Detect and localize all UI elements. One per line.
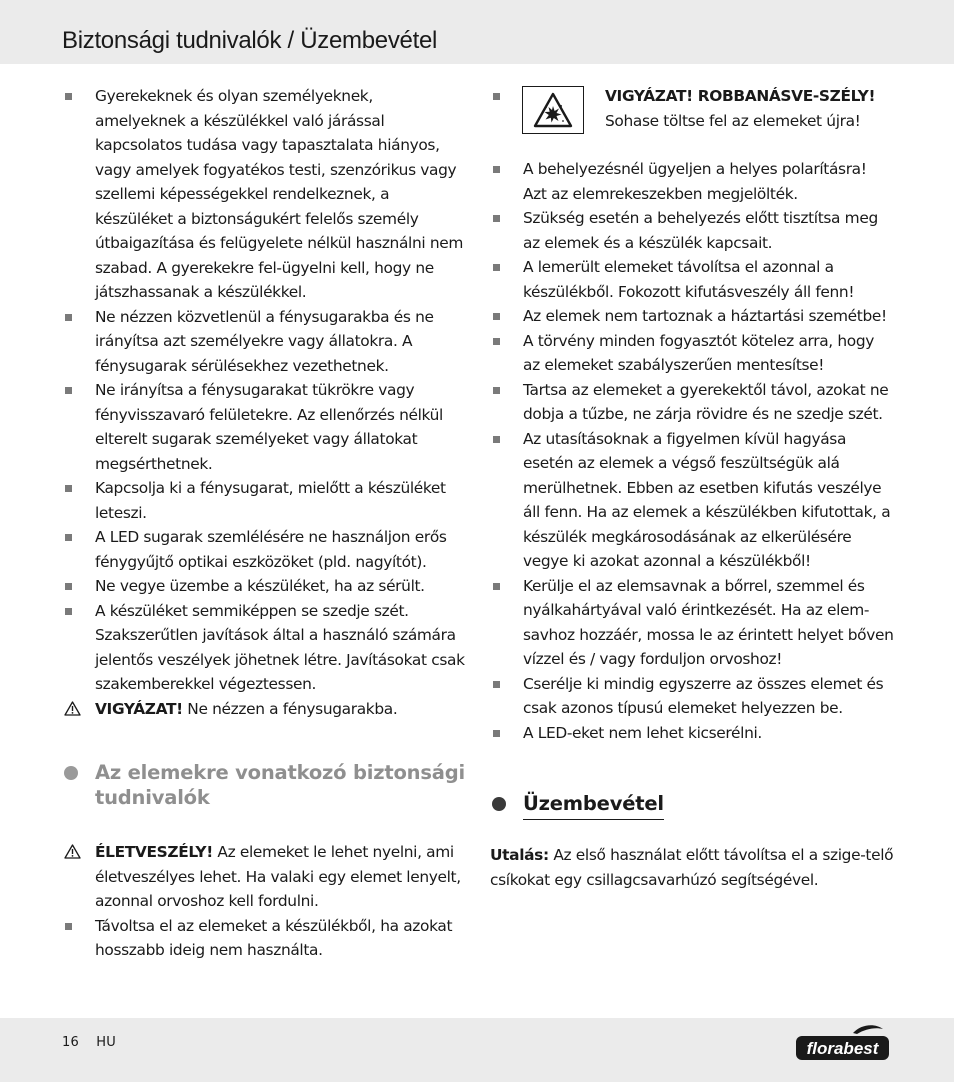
square-bullet-icon	[493, 166, 500, 173]
language-code: HU	[96, 1035, 116, 1050]
square-bullet-icon	[493, 436, 500, 443]
list-item	[62, 599, 466, 697]
list-item-text: Az elemek nem tartoznak a háztartási szemétbe!	[523, 307, 887, 325]
list-item	[62, 378, 466, 476]
square-bullet-icon	[65, 608, 72, 615]
list-item-text: Ne nézzen közvetlenül a fénysugarakba és ne irányítsa azt személyekre vagy állatokra. A fénysugarak sérülésekhez vezethetnek.	[95, 307, 434, 375]
list-item-text: Cserélje ki mindig egyszerre az összes elemet és csak azonos típusú elemeket helyezzen be.	[523, 674, 884, 717]
list-item	[490, 721, 894, 746]
square-bullet-icon	[65, 534, 72, 541]
list-item	[62, 574, 466, 599]
list-item	[490, 574, 894, 672]
warning-triangle-icon	[64, 701, 81, 716]
danger-text: Az elemeket le lehet nyelni, ami életveszélyes lehet. Ha valaki egy elemet lenyelt, azonnal orvoshoz kell fordulni.	[95, 843, 461, 910]
list-item	[62, 84, 466, 305]
list-item	[62, 914, 466, 963]
danger-label: ÉLETVESZÉLY!	[95, 843, 213, 861]
list-item	[62, 476, 466, 525]
page-number: 16	[62, 1035, 79, 1050]
square-bullet-icon	[493, 313, 500, 320]
square-bullet-icon	[493, 215, 500, 222]
startup-note	[490, 843, 894, 892]
list-item-text: A behelyezésnél ügyeljen a helyes polarításra! Azt az elemrekeszekben megjelölték.	[523, 160, 867, 203]
square-bullet-icon	[493, 338, 500, 345]
square-bullet-icon	[493, 93, 500, 100]
explosion-text: Sohase töltse fel az elemeket újra!	[605, 111, 861, 130]
note-text: Az első használat előtt távolítsa el a szige-telő csíkokat egy csillagcsavarhúzó segítségével.	[490, 846, 894, 889]
page-title: Biztonsági tudnivalók / Üzembevétel	[62, 27, 438, 54]
square-bullet-icon	[493, 681, 500, 688]
list-item	[490, 427, 894, 574]
square-bullet-icon	[65, 93, 72, 100]
explosion-label: VIGYÁZAT! ROBBANÁSVE-SZÉLY!	[605, 87, 876, 105]
list-item-text: Kapcsolja ki a fénysugarat, mielőtt a készüléket leteszi.	[95, 479, 446, 522]
right-column	[490, 84, 894, 892]
list-item	[490, 255, 894, 304]
list-item	[490, 206, 894, 255]
square-bullet-icon	[493, 730, 500, 737]
warning-triangle-icon	[64, 844, 81, 859]
list-item-text: A készüléket semmiképpen se szedje szét. Szakszerűtlen javítások által a használó számára jelentős veszélyek jöhetnek létre. Javításokat csak szakemberekkel végeztessen.	[95, 601, 465, 693]
section-dot-icon	[492, 797, 506, 811]
list-item-text: Kerülje el az elemsavnak a bőrrel, szemmel és nyálkahártyával való érintkezését. Ha az elem-savhoz hozzáér, mossa le az érintett helyet bőven vízzel és / vagy forduljon orvoshoz!	[523, 576, 894, 668]
left-column	[62, 84, 466, 963]
list-item-text: Az utasításoknak a figyelmen kívül hagyása esetén az elemek a végső feszültségük alá merülhetnek. Ebben az esetben kifutás veszélye áll fenn. Ha az elemek a készülékben kifutottak, a készülék megkárosodásának az elkerülésére vegye ki azokat azonnal a készülékből!	[523, 429, 891, 570]
square-bullet-icon	[65, 583, 72, 590]
square-bullet-icon	[65, 314, 72, 321]
list-item	[490, 378, 894, 427]
note-label: Utalás:	[490, 846, 549, 864]
square-bullet-icon	[65, 923, 72, 930]
list-item-text: Tartsa az elemeket a gyerekektől távol, azokat ne dobja a tűzbe, ne zárja rövidre és ne szedje szét.	[523, 380, 889, 423]
logo-leaf-icon	[853, 1025, 883, 1034]
square-bullet-icon	[65, 485, 72, 492]
list-item-text: Ne vegye üzembe a készüléket, ha az sérült.	[95, 577, 425, 595]
list-item-text: Távoltsa el az elemeket a készülékből, ha azokat hosszabb ideig nem használta.	[95, 916, 453, 959]
list-item-text: Szükség esetén a behelyezés előtt tisztítsa meg az elemek és a készülék kapcsait.	[523, 209, 878, 252]
square-bullet-icon	[65, 387, 72, 394]
list-item-text: A lemerült elemeket távolítsa el azonnal a készülékből. Fokozott kifutásveszély áll fenn!	[523, 258, 855, 301]
startup-heading-text: Üzembevétel	[523, 791, 664, 820]
square-bullet-icon	[493, 387, 500, 394]
list-item	[490, 304, 894, 329]
page-footer-info	[62, 1035, 116, 1050]
list-item	[490, 329, 894, 378]
explosion-warning-item	[490, 84, 894, 157]
warning-item	[62, 697, 466, 722]
logo-text: florabest	[806, 1039, 879, 1058]
warning-label: VIGYÁZAT!	[95, 699, 183, 718]
list-item	[62, 305, 466, 379]
list-item	[62, 525, 466, 574]
list-item-text: A LED-eket nem lehet kicserélni.	[523, 723, 762, 742]
list-item-text: Gyerekeknek és olyan személyeknek, amelyeknek a készülékkel való járással kapcsolatos tudása vagy tapasztalata hiányos, vagy amelyek fogyatékos testi, szenzórikus vagy szellemi képességekkel rendelkeznek, a készüléket a biztonságukért felelős személy útbaigazítása és felügyelete nélkül használni nem szabad. A gyerekekre fel-ügyelni kell, hogy ne játszhassanak a készülékkel.	[95, 87, 464, 301]
list-item	[490, 157, 894, 206]
battery-safety-heading-text: Az elemekre vonatkozó biztonsági tudnivalók	[95, 761, 465, 809]
florabest-logo	[795, 1023, 891, 1067]
explosion-hazard-icon	[522, 86, 584, 134]
list-item-text: A törvény minden fogyasztót kötelez arra, hogy az elemeket szabályszerűen mentesítse!	[523, 331, 875, 374]
warning-text: Ne nézzen a fénysugarakba.	[182, 699, 398, 718]
startup-heading	[490, 791, 894, 820]
list-item	[490, 672, 894, 721]
battery-safety-heading	[62, 760, 466, 810]
square-bullet-icon	[493, 583, 500, 590]
list-item-text: Ne irányítsa a fénysugarakat tükrökre vagy fényvisszavaró felületekre. Az ellenőrzés nélkül elterelt sugarak személyeket vagy állatokat megsérthetnek.	[95, 381, 443, 473]
section-dot-icon	[64, 766, 78, 780]
list-item-text: A LED sugarak szemlélésére ne használjon erős fénygyűjtő optikai eszközöket (pld. nagyítót).	[95, 528, 447, 571]
danger-item	[62, 840, 466, 914]
square-bullet-icon	[493, 264, 500, 271]
